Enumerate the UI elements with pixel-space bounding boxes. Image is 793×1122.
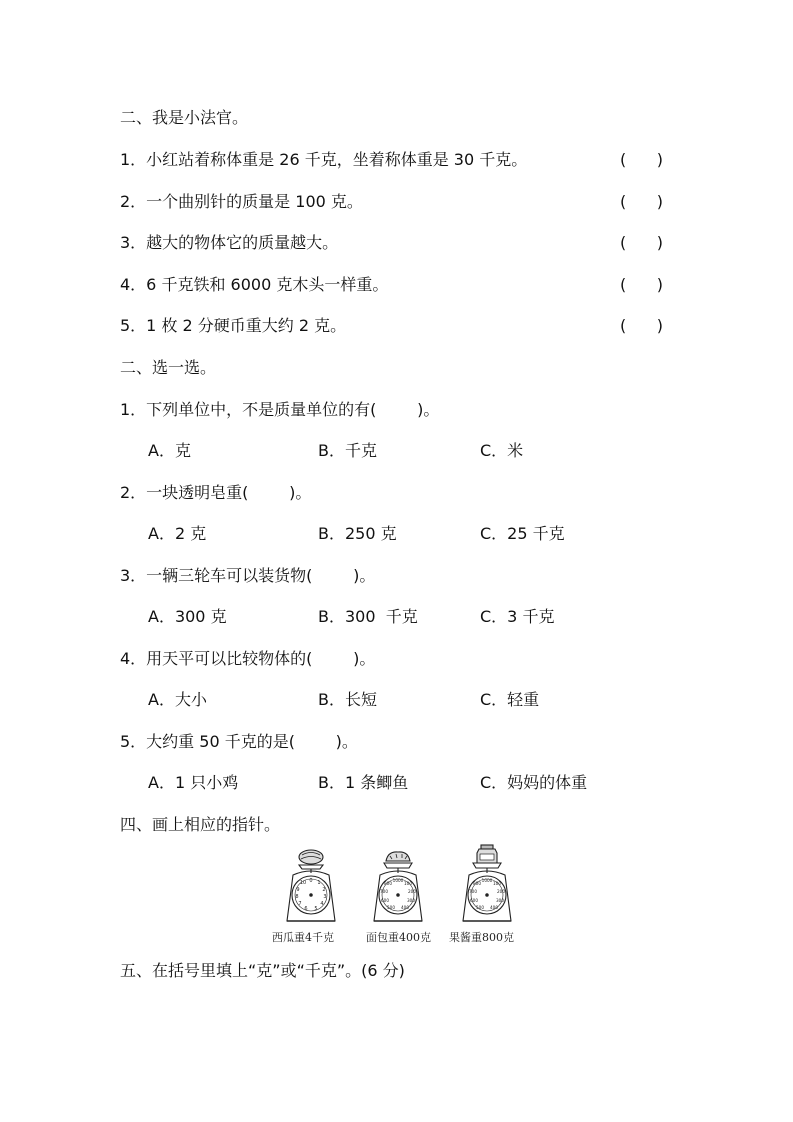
section-title-fill-unit: 五、在括号里填上“克”或“千克”。(6 分): [120, 961, 405, 980]
judge-item-5: 5．1 枚 2 分硬币重大约 2 克。: [120, 316, 347, 335]
judge-item-4: 4．6 千克铁和 6000 克木头一样重。: [120, 275, 389, 294]
svg-text:400: 400: [490, 905, 498, 910]
judge-answer-1[interactable]: ( ): [620, 150, 663, 169]
section-title-judge: 二、我是小法官。: [120, 108, 249, 127]
svg-text:5: 5: [314, 906, 318, 912]
scale-caption-bread: 面包重400克: [366, 931, 431, 944]
scale-caption-watermelon: 西瓜重4千克: [272, 931, 334, 944]
svg-text:100: 100: [493, 881, 501, 886]
svg-text:700: 700: [469, 889, 477, 894]
svg-text:100: 100: [404, 881, 412, 886]
scale-watermelon[interactable]: [283, 847, 339, 931]
svg-text:600: 600: [470, 898, 478, 903]
judge-item-3: 3．越大的物体它的质量越大。: [120, 233, 339, 252]
svg-text:700: 700: [380, 889, 388, 894]
jam-jar-icon: [477, 845, 497, 863]
scale-caption-jam: 果酱重800克: [449, 931, 514, 944]
choice-2-option-a[interactable]: A．2 克: [148, 524, 207, 543]
svg-text:0: 0: [309, 878, 313, 884]
svg-text:7: 7: [298, 901, 302, 907]
choice-question-4: 4．用天平可以比较物体的( )。: [120, 649, 376, 668]
svg-text:10: 10: [299, 880, 307, 886]
svg-text:500: 500: [387, 905, 395, 910]
svg-text:8: 8: [295, 894, 299, 900]
choice-4-option-c[interactable]: C．轻重: [480, 690, 540, 709]
choice-1-option-a[interactable]: A．克: [148, 441, 191, 460]
choice-1-option-c[interactable]: C．米: [480, 441, 524, 460]
choice-4-option-b[interactable]: B．长短: [318, 690, 377, 709]
choice-3-option-b[interactable]: B．300 千克: [318, 607, 418, 626]
judge-answer-3[interactable]: ( ): [620, 233, 663, 252]
choice-question-1: 1．下列单位中，不是质量单位的有( )。: [120, 400, 440, 419]
svg-text:1000: 1000: [392, 878, 404, 883]
scale-jam[interactable]: [459, 843, 515, 931]
choice-4-option-a[interactable]: A．大小: [148, 690, 207, 709]
choice-2-option-c[interactable]: C．25 千克: [480, 524, 565, 543]
svg-text:800: 800: [384, 881, 392, 886]
choice-5-option-c[interactable]: C．妈妈的体重: [480, 773, 588, 792]
choice-2-option-b[interactable]: B．250 克: [318, 524, 397, 543]
svg-text:2: 2: [322, 887, 326, 893]
svg-text:9: 9: [296, 887, 300, 893]
choice-5-option-b[interactable]: B．1 条鲫鱼: [318, 773, 409, 792]
judge-answer-4[interactable]: ( ): [620, 275, 663, 294]
scale-bread[interactable]: [370, 847, 426, 931]
judge-answer-5[interactable]: ( ): [620, 316, 663, 335]
choice-1-option-b[interactable]: B．千克: [318, 441, 377, 460]
svg-text:200: 200: [408, 889, 416, 894]
svg-text:600: 600: [381, 898, 389, 903]
svg-text:1: 1: [317, 880, 321, 886]
choice-question-5: 5．大约重 50 千克的是( )。: [120, 732, 358, 751]
judge-item-1: 1．小红站着称体重是 26 千克，坐着称体重是 30 千克。: [120, 150, 528, 169]
choice-3-option-c[interactable]: C．3 千克: [480, 607, 555, 626]
judge-item-2: 2．一个曲别针的质量是 100 克。: [120, 192, 363, 211]
svg-text:3: 3: [323, 894, 327, 900]
svg-text:500: 500: [476, 905, 484, 910]
section-title-choose: 二、选一选。: [120, 358, 217, 377]
choice-question-3: 3．一辆三轮车可以装货物( )。: [120, 566, 376, 585]
svg-text:300: 300: [407, 898, 415, 903]
svg-text:1000: 1000: [481, 878, 493, 883]
choice-5-option-a[interactable]: A．1 只小鸡: [148, 773, 239, 792]
svg-text:300: 300: [496, 898, 504, 903]
choice-question-2: 2．一块透明皂重( )。: [120, 483, 312, 502]
judge-answer-2[interactable]: ( ): [620, 192, 663, 211]
svg-text:4: 4: [320, 901, 324, 907]
svg-text:800: 800: [473, 881, 481, 886]
svg-text:6: 6: [304, 906, 308, 912]
svg-text:400: 400: [401, 905, 409, 910]
section-title-draw-pointer: 四、画上相应的指针。: [120, 815, 281, 834]
svg-text:200: 200: [497, 889, 505, 894]
choice-3-option-a[interactable]: A．300 克: [148, 607, 227, 626]
